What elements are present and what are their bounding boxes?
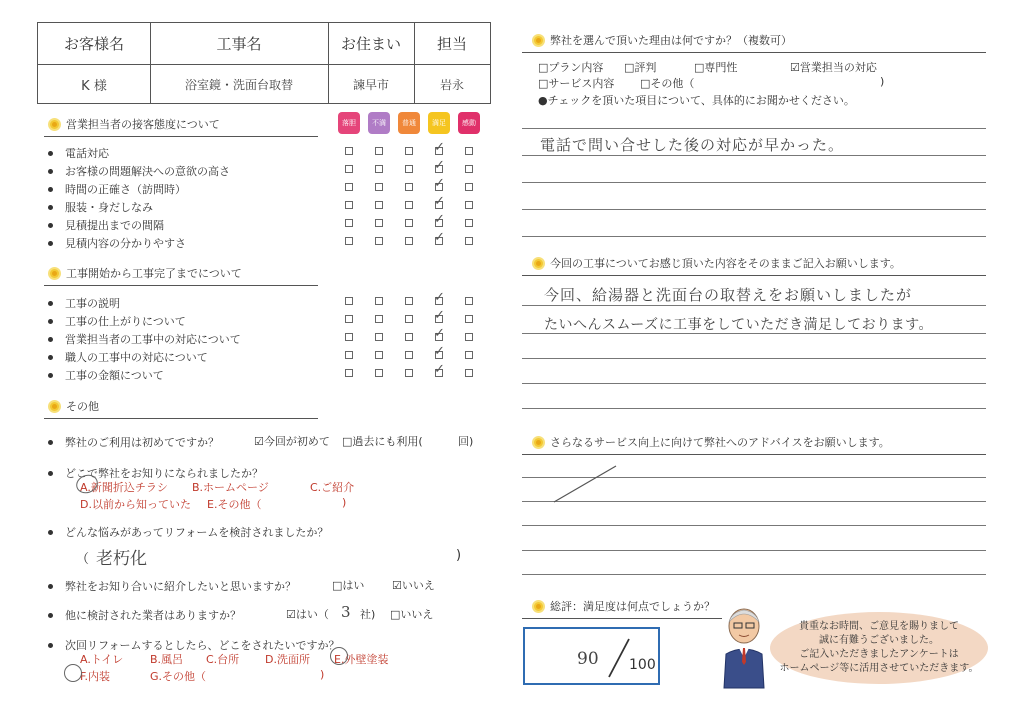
score-value: 90 bbox=[577, 649, 599, 669]
checkmark-icon: ✓ bbox=[434, 140, 445, 155]
item-label: 工事の仕上がりについて bbox=[65, 315, 186, 328]
rating-checkbox[interactable] bbox=[345, 351, 353, 359]
reason-option-reputation[interactable]: □評判 bbox=[624, 61, 657, 74]
option-washroom[interactable]: D.洗面所 bbox=[265, 653, 310, 666]
rating-checkbox[interactable] bbox=[345, 219, 353, 227]
concern-answer: 老朽化 bbox=[96, 549, 147, 569]
rating-checkbox[interactable] bbox=[465, 165, 473, 173]
rating-checkbox[interactable] bbox=[465, 201, 473, 209]
rating-label-satisfied: 満足 bbox=[428, 112, 450, 134]
rating-checkbox[interactable] bbox=[405, 351, 413, 359]
rating-checkbox[interactable] bbox=[465, 237, 473, 245]
rating-checkbox[interactable] bbox=[405, 183, 413, 191]
list-item bbox=[48, 313, 186, 329]
work-name: 浴室鏡・洗面台取替 bbox=[184, 77, 293, 92]
score-box bbox=[523, 627, 660, 685]
reason-option-other[interactable]: □その他（ bbox=[640, 77, 695, 90]
rating-checkbox[interactable] bbox=[345, 369, 353, 377]
item-label: 服装・身だしなみ bbox=[65, 201, 153, 214]
flower-icon bbox=[48, 118, 61, 131]
checkmark-icon: ✓ bbox=[434, 212, 445, 227]
rating-checkbox[interactable] bbox=[465, 297, 473, 305]
rating-checkbox[interactable] bbox=[345, 183, 353, 191]
checkmark-icon: ✓ bbox=[434, 230, 445, 245]
circle-mark bbox=[330, 647, 348, 665]
address: 諫早市 bbox=[352, 77, 389, 92]
rating-checkbox[interactable] bbox=[405, 315, 413, 323]
item-label: 職人の工事中の対応について bbox=[65, 351, 208, 364]
staff-name: 岩永 bbox=[439, 77, 464, 92]
option-exterior-paint[interactable]: E.外壁塗装 bbox=[334, 653, 389, 666]
rating-checkbox[interactable] bbox=[405, 201, 413, 209]
col-customer-header: お客様名 bbox=[63, 35, 124, 53]
question-how-known: どこで弊社をお知りになられましたか？ bbox=[48, 465, 263, 481]
reason-option-sales-response[interactable]: ☑営業担当の対応 bbox=[790, 61, 877, 74]
rating-checkbox[interactable] bbox=[405, 147, 413, 155]
checkmark-icon: ✓ bbox=[434, 326, 445, 341]
section1-title: 営業担当者の接客態度について bbox=[66, 118, 220, 131]
customer-name: K 様 bbox=[81, 78, 107, 94]
flower-icon bbox=[532, 257, 545, 270]
reason-note: ●チェックを頂いた項目について、具体的にお聞かせください。 bbox=[538, 94, 855, 107]
option-bath[interactable]: B.風呂 bbox=[150, 653, 184, 666]
score-title: 総評：満足度は何点でしょうか？ bbox=[550, 600, 715, 613]
item-label: 工事の金額について bbox=[65, 369, 164, 382]
section2-header bbox=[48, 265, 242, 281]
item-label: 電話対応 bbox=[65, 147, 109, 160]
list-item bbox=[48, 235, 186, 251]
option-kitchen[interactable]: C.台所 bbox=[206, 653, 240, 666]
reason-option-other-end: ) bbox=[880, 75, 885, 88]
col-address-header: お住まい bbox=[340, 35, 401, 53]
item-label: 見積提出までの間隔 bbox=[65, 219, 164, 232]
rating-label-dissatisfied: 不満 bbox=[368, 112, 390, 134]
checkmark-icon: ✓ bbox=[434, 290, 445, 305]
item-label: 時間の正確さ（訪問時） bbox=[65, 183, 186, 196]
col-staff-header: 担当 bbox=[436, 35, 467, 53]
option-homepage[interactable]: B.ホームページ bbox=[192, 481, 269, 494]
item-label: 工事の説明 bbox=[65, 297, 120, 310]
rating-checkbox[interactable] bbox=[465, 147, 473, 155]
rating-checkbox[interactable] bbox=[345, 237, 353, 245]
rating-checkbox[interactable] bbox=[465, 351, 473, 359]
checkmark-icon: ✓ bbox=[434, 194, 445, 209]
flower-icon bbox=[48, 267, 61, 280]
reason-option-expertise[interactable]: □専門性 bbox=[694, 61, 738, 74]
flower-icon bbox=[532, 34, 545, 47]
option-other[interactable]: E.その他（ bbox=[207, 498, 262, 511]
concern-close-paren: ) bbox=[456, 548, 462, 563]
list-item bbox=[48, 145, 109, 161]
option-toilet[interactable]: A.トイレ bbox=[80, 653, 124, 666]
rating-checkbox[interactable] bbox=[465, 315, 473, 323]
checkmark-icon: ✓ bbox=[434, 176, 445, 191]
rating-checkbox[interactable] bbox=[465, 369, 473, 377]
concern-open-paren: （ bbox=[76, 552, 90, 567]
question-next-reform: 次回リフォームするとしたら、どこをされたいですか？ bbox=[48, 637, 339, 653]
checkmark-icon: ✓ bbox=[434, 158, 445, 173]
item-label: 営業担当者の工事中の対応について bbox=[65, 333, 241, 346]
reason-option-plan[interactable]: □プラン内容 bbox=[538, 61, 604, 74]
list-item bbox=[48, 331, 241, 347]
rating-checkbox[interactable] bbox=[345, 315, 353, 323]
section1-header bbox=[48, 116, 220, 132]
advice-header bbox=[532, 434, 890, 450]
item-label: 見積内容の分かりやすさ bbox=[65, 237, 186, 250]
option-newspaper[interactable]: A.新聞折込チラシ bbox=[80, 481, 168, 494]
circle-mark bbox=[64, 664, 82, 682]
question-other-companies: 他に検討された業者はありますか？ bbox=[48, 607, 241, 623]
checkmark-icon: ✓ bbox=[434, 308, 445, 323]
reason-title: 弊社を選んで頂いた理由は何ですか？（複数可） bbox=[550, 34, 792, 47]
option-known-before[interactable]: D.以前から知っていた bbox=[80, 498, 191, 511]
option-other-end: ) bbox=[320, 668, 325, 681]
reason-header bbox=[532, 32, 792, 48]
rating-checkbox[interactable] bbox=[405, 333, 413, 341]
rating-checkbox[interactable] bbox=[405, 297, 413, 305]
section3-title: その他 bbox=[66, 400, 99, 413]
option-other[interactable]: G.その他（ bbox=[150, 670, 207, 683]
impression-line1: 今回、給湯器と洗面台の取替えをお願いしましたが bbox=[544, 286, 913, 304]
company-count: 3 bbox=[341, 603, 351, 621]
rating-checkbox[interactable] bbox=[375, 333, 383, 341]
customer-info-table bbox=[37, 22, 491, 104]
rating-label-disappointed: 落胆 bbox=[338, 112, 360, 134]
option-interior[interactable]: F.内装 bbox=[80, 670, 111, 683]
rating-checkbox[interactable] bbox=[375, 297, 383, 305]
section3-header bbox=[48, 398, 99, 414]
rating-checkbox[interactable] bbox=[405, 219, 413, 227]
option-first-time[interactable]: ☑今回が初めて bbox=[254, 435, 330, 448]
rating-checkbox[interactable] bbox=[465, 183, 473, 191]
rating-checkbox[interactable] bbox=[405, 165, 413, 173]
score-header bbox=[532, 598, 715, 614]
rating-checkbox[interactable] bbox=[375, 237, 383, 245]
rating-checkbox[interactable] bbox=[375, 369, 383, 377]
col-work-header: 工事名 bbox=[216, 35, 262, 53]
rating-checkbox[interactable] bbox=[405, 237, 413, 245]
list-item bbox=[48, 181, 186, 197]
list-item bbox=[48, 295, 120, 311]
list-item bbox=[48, 163, 230, 179]
rating-checkbox[interactable] bbox=[465, 219, 473, 227]
rating-checkbox[interactable] bbox=[375, 183, 383, 191]
rating-checkbox[interactable] bbox=[375, 147, 383, 155]
rating-checkbox[interactable] bbox=[375, 351, 383, 359]
rating-checkbox[interactable] bbox=[375, 165, 383, 173]
advice-title: さらなるサービス向上に向けて弊社へのアドバイスをお願いします。 bbox=[550, 436, 890, 449]
impression-title: 今回の工事についてお感じ頂いた内容をそのままご記入お願いします。 bbox=[550, 257, 901, 270]
rating-checkbox[interactable] bbox=[345, 201, 353, 209]
rating-checkbox[interactable] bbox=[375, 201, 383, 209]
question-concern: どんな悩みがあってリフォームを検討されましたか？ bbox=[48, 524, 328, 540]
flower-icon bbox=[48, 400, 61, 413]
checkmark-icon: ✓ bbox=[434, 362, 445, 377]
reason-answer: 電話で問い合せした後の対応が早かった。 bbox=[540, 136, 845, 154]
thank-you-message: 貴重なお時間、ご意見を賜りまして 誠に有難うございました。 ご記入いただきましたアンケートは ホームページ等に活用させていただきます。 bbox=[770, 612, 988, 684]
question-first-use: 弊社のご利用は初めてですか？ bbox=[48, 434, 219, 450]
rating-checkbox[interactable] bbox=[375, 219, 383, 227]
list-item bbox=[48, 217, 164, 233]
rating-checkbox[interactable] bbox=[345, 297, 353, 305]
impression-header bbox=[532, 255, 901, 271]
rating-checkbox[interactable] bbox=[345, 333, 353, 341]
option-no[interactable]: ☑いいえ bbox=[392, 579, 435, 592]
flower-icon bbox=[532, 600, 545, 613]
section2-title: 工事開始から工事完了までについて bbox=[66, 267, 242, 280]
rating-checkbox[interactable] bbox=[375, 315, 383, 323]
item-label: お客様の問題解決への意欲の高さ bbox=[65, 165, 230, 178]
option-used-before-end: 回) bbox=[458, 435, 474, 448]
option-no[interactable]: □いいえ bbox=[390, 608, 434, 621]
company-unit: 社) bbox=[360, 608, 376, 621]
rating-checkbox[interactable] bbox=[465, 333, 473, 341]
list-item bbox=[48, 349, 208, 365]
impression-line2: たいへんスムーズに工事をしていただき満足しております。 bbox=[544, 317, 933, 333]
checkmark-icon: ✓ bbox=[434, 344, 445, 359]
list-item bbox=[48, 367, 164, 383]
strike-mark bbox=[550, 462, 620, 507]
reason-option-service[interactable]: □サービス内容 bbox=[538, 77, 615, 90]
question-recommend: 弊社をお知り合いに紹介したいと思いますか？ bbox=[48, 578, 296, 594]
rating-label-impressed: 感動 bbox=[458, 112, 480, 134]
option-used-before[interactable]: □過去にも利用( bbox=[342, 435, 423, 448]
rating-label-normal: 普通 bbox=[398, 112, 420, 134]
option-other-end: ) bbox=[342, 496, 347, 509]
rating-checkbox[interactable] bbox=[405, 369, 413, 377]
rating-checkbox[interactable] bbox=[345, 165, 353, 173]
staff-character-illustration bbox=[714, 604, 774, 690]
option-yes[interactable]: ☑はい（ bbox=[286, 608, 329, 621]
rating-checkbox[interactable] bbox=[345, 147, 353, 155]
flower-icon bbox=[532, 436, 545, 449]
option-yes[interactable]: □はい bbox=[332, 579, 365, 592]
score-max: 100 bbox=[629, 657, 656, 673]
option-referral[interactable]: C.ご紹介 bbox=[310, 481, 355, 494]
list-item bbox=[48, 199, 153, 215]
